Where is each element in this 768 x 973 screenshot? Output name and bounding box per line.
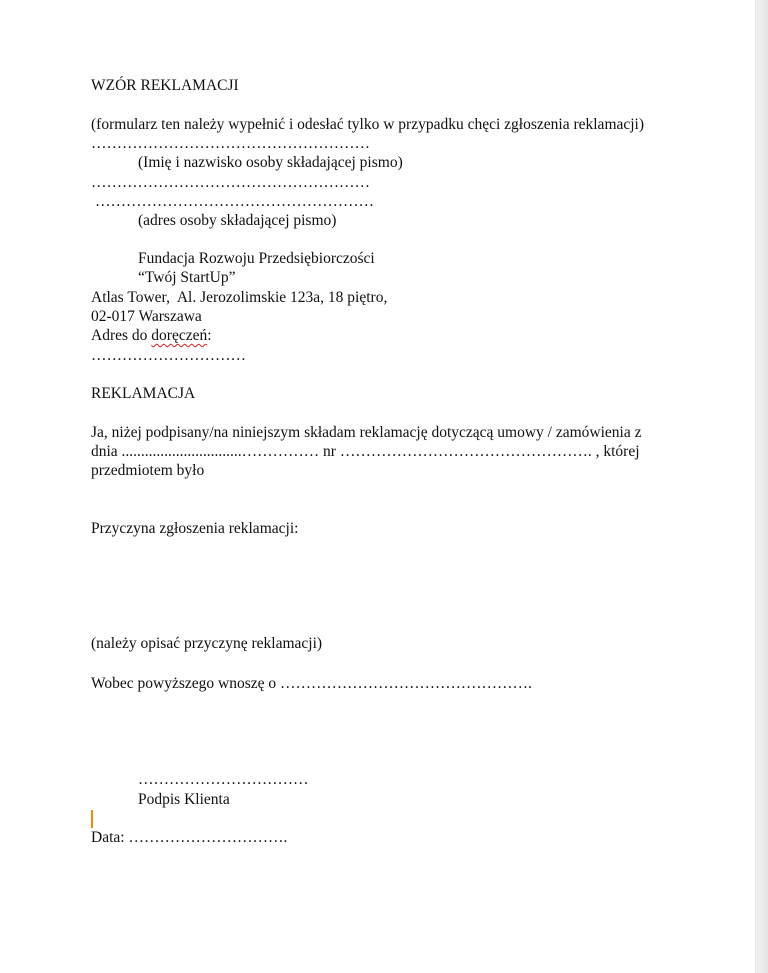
- page-edge: [755, 0, 768, 973]
- spellcheck-word[interactable]: doręczeń: [151, 327, 208, 344]
- signature-fill-line: ……………………………: [138, 771, 309, 788]
- reason-hint: (należy opisać przyczynę reklamacji): [91, 635, 323, 652]
- text-cursor: [91, 810, 93, 828]
- name-fill-line: ………………………………………………: [91, 135, 370, 152]
- delivery-label-suffix: :: [207, 327, 212, 344]
- body-line-2: dnia ...............................…………… nr …………………………………………. , której: [91, 443, 640, 460]
- body-line-3: przedmiotem było: [91, 462, 205, 479]
- date-line: Data: ………………………….: [91, 829, 288, 846]
- recipient-street: Atlas Tower, Al. Jerozolimskie 123a, 18 piętro,: [91, 289, 388, 306]
- recipient-city: 02-017 Warszawa: [91, 308, 202, 325]
- name-hint: (Imię i nazwisko osoby składającej pismo): [138, 154, 403, 171]
- document-title: WZÓR REKLAMACJI: [91, 77, 239, 94]
- signature-label: Podpis Klienta: [138, 791, 230, 808]
- recipient-name: Fundacja Rozwoju Przedsiębiorczości: [138, 250, 375, 267]
- delivery-address-label: [91, 326, 212, 345]
- request-line: Wobec powyższego wnoszę o ………………………………………….: [91, 675, 532, 692]
- address-fill-line-2: ………………………………………………: [95, 193, 374, 210]
- complaint-heading: REKLAMACJA: [91, 385, 196, 402]
- intro-text: (formularz ten należy wypełnić i odesłać tylko w przypadku chęci zgłoszenia reklamacji): [91, 116, 645, 133]
- body-line-1: Ja, niżej podpisany/na niniejszym składam reklamację dotyczącą umowy / zamówienia z: [91, 424, 642, 441]
- reason-label: Przyczyna zgłoszenia reklamacji:: [91, 520, 299, 537]
- address-hint: (adres osoby składającej pismo): [138, 212, 337, 229]
- delivery-label-prefix: Adres do: [91, 327, 152, 344]
- address-fill-line-1: ………………………………………………: [91, 174, 370, 191]
- recipient-name-quoted: “Twój StartUp”: [138, 269, 236, 286]
- delivery-fill-line: …………………………: [91, 347, 246, 364]
